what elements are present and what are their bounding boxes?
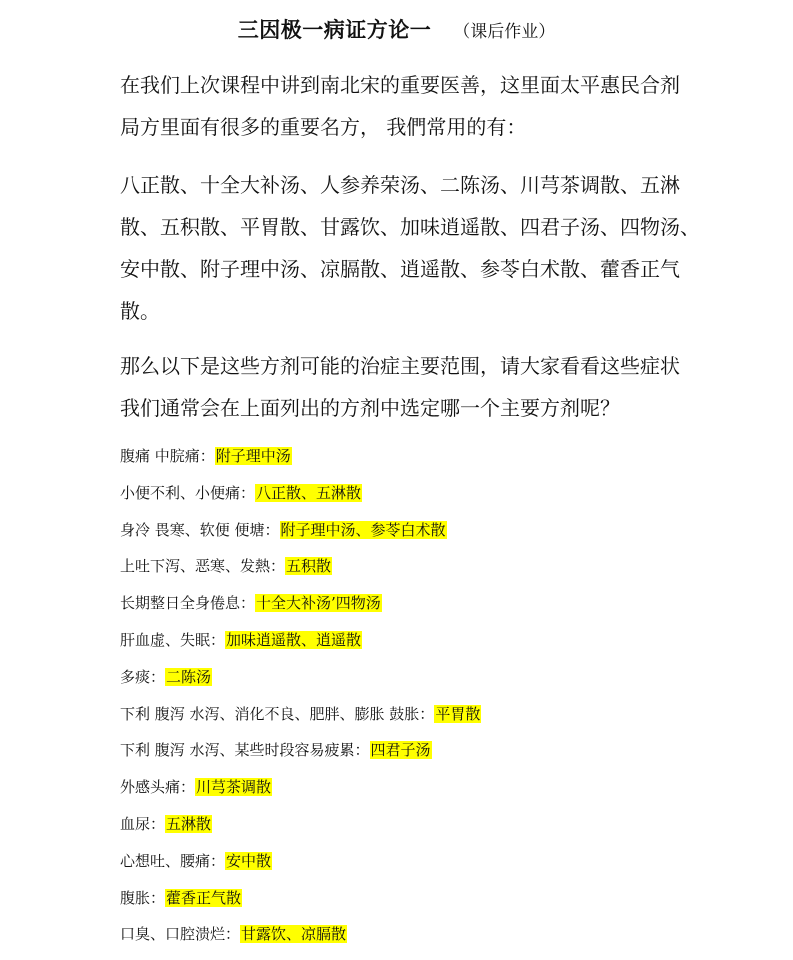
answer-highlight: 附子理中汤	[215, 447, 291, 465]
symptom-label: 血尿：	[120, 815, 166, 833]
symptom-label: 下利 腹泻 水泻、某些时段容易疲累：	[120, 741, 370, 759]
formula-list-line-4: 散。	[120, 299, 160, 323]
list-item	[120, 885, 242, 911]
symptom-label: 多痰：	[120, 668, 166, 686]
list-item	[120, 480, 362, 506]
question-line-1: 那么以下是这些方剂可能的治症主要范围，请大家看看这些症状	[120, 354, 680, 378]
answer-highlight: 安中散	[226, 852, 272, 870]
answer-highlight: 附子理中汤、参苓白术散	[280, 521, 446, 539]
answer-highlight: 五积散	[286, 557, 332, 575]
symptom-label: 小便不利、小便痛：	[120, 484, 256, 502]
list-item	[120, 627, 362, 653]
question-line-2: 我们通常会在上面列出的方剂中选定哪一个主要方剂呢？	[120, 396, 620, 420]
answer-highlight: 二陈汤	[166, 668, 212, 686]
symptom-label: 肝血虚、失眠：	[120, 631, 226, 649]
list-item	[120, 737, 432, 763]
page-title: 三因极一病证方论一	[237, 18, 432, 42]
symptom-label: 下利 腹泻 水泻、消化不良、肥胖、膨胀 鼓胀：	[120, 705, 435, 723]
list-item	[120, 848, 272, 874]
list-item	[120, 811, 212, 837]
answer-highlight: 四君子汤	[370, 741, 431, 759]
list-item	[120, 590, 382, 616]
list-item	[120, 701, 481, 727]
symptom-label: 口臭、口腔溃烂：	[120, 925, 241, 943]
formula-list-line-2: 散、五积散、平胃散、甘露饮、加味逍遥散、四君子汤、四物汤、	[120, 215, 700, 239]
list-item	[120, 443, 292, 469]
list-item	[120, 921, 347, 947]
answer-highlight: 十全大补汤’四物汤	[256, 594, 381, 612]
intro-line-1: 在我们上次课程中讲到南北宋的重要医善，这里面太平惠民合剂	[120, 73, 680, 97]
symptom-label: 长期整日全身倦息：	[120, 594, 256, 612]
intro-line-2: 局方里面有很多的重要名方， 我們常用的有：	[120, 115, 527, 139]
symptom-label: 身冷 畏寒、软便 便塘：	[120, 521, 280, 539]
page-subtitle: （课后作业）	[453, 22, 556, 42]
symptom-label: 外感头痛：	[120, 778, 196, 796]
title-line	[0, 14, 793, 44]
list-item	[120, 774, 272, 800]
answer-highlight: 藿香正气散	[166, 889, 242, 907]
symptom-label: 腹痛 中脘痛：	[120, 447, 215, 465]
symptom-label: 腹胀：	[120, 889, 166, 907]
list-item	[120, 517, 447, 543]
answer-highlight: 甘露饮、凉膈散	[241, 925, 347, 943]
answer-highlight: 八正散、五淋散	[256, 484, 362, 502]
formula-list-line-3: 安中散、附子理中汤、凉膈散、逍遥散、参苓白术散、藿香正气	[120, 257, 680, 281]
answer-highlight: 平胃散	[435, 705, 481, 723]
symptom-label: 上吐下泻、恶寒、发熱：	[120, 557, 286, 575]
symptom-label: 心想吐、腰痛：	[120, 852, 226, 870]
list-item	[120, 664, 212, 690]
answer-highlight: 川芎茶调散	[196, 778, 272, 796]
answer-highlight: 五淋散	[166, 815, 212, 833]
answer-highlight: 加味逍遥散、逍遥散	[226, 631, 362, 649]
formula-list-line-1: 八正散、十全大补汤、人参养荣汤、二陈汤、川芎茶调散、五淋	[120, 173, 680, 197]
list-item	[120, 553, 332, 579]
